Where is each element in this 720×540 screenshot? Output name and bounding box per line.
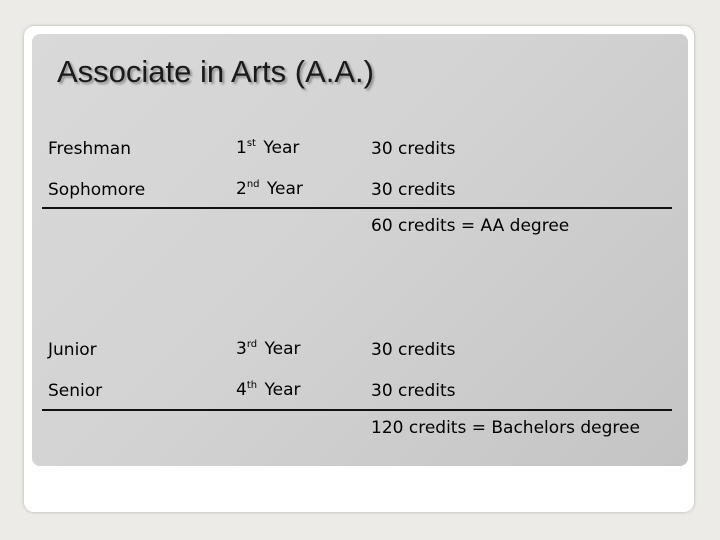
credits-freshman: 30 credits bbox=[371, 139, 456, 159]
slide-panel bbox=[32, 34, 688, 466]
level-junior: Junior bbox=[48, 340, 97, 360]
total-bachelors-degree: 120 credits = Bachelors degree bbox=[371, 418, 640, 438]
year-senior: 4th Year bbox=[236, 380, 301, 400]
level-sophomore: Sophomore bbox=[48, 180, 146, 200]
year-junior: 3rd Year bbox=[236, 339, 301, 359]
divider-line bbox=[42, 207, 672, 209]
credits-sophomore: 30 credits bbox=[371, 180, 456, 200]
level-senior: Senior bbox=[48, 381, 103, 401]
level-freshman: Freshman bbox=[48, 139, 131, 159]
year-freshman: 1st Year bbox=[236, 138, 300, 158]
total-aa-degree: 60 credits = AA degree bbox=[371, 216, 570, 236]
credits-junior: 30 credits bbox=[371, 340, 456, 360]
credits-senior: 30 credits bbox=[371, 381, 456, 401]
year-sophomore: 2nd Year bbox=[236, 179, 303, 199]
slide-title: Associate in Arts (A.A.) bbox=[57, 54, 374, 89]
divider-line bbox=[42, 409, 672, 411]
